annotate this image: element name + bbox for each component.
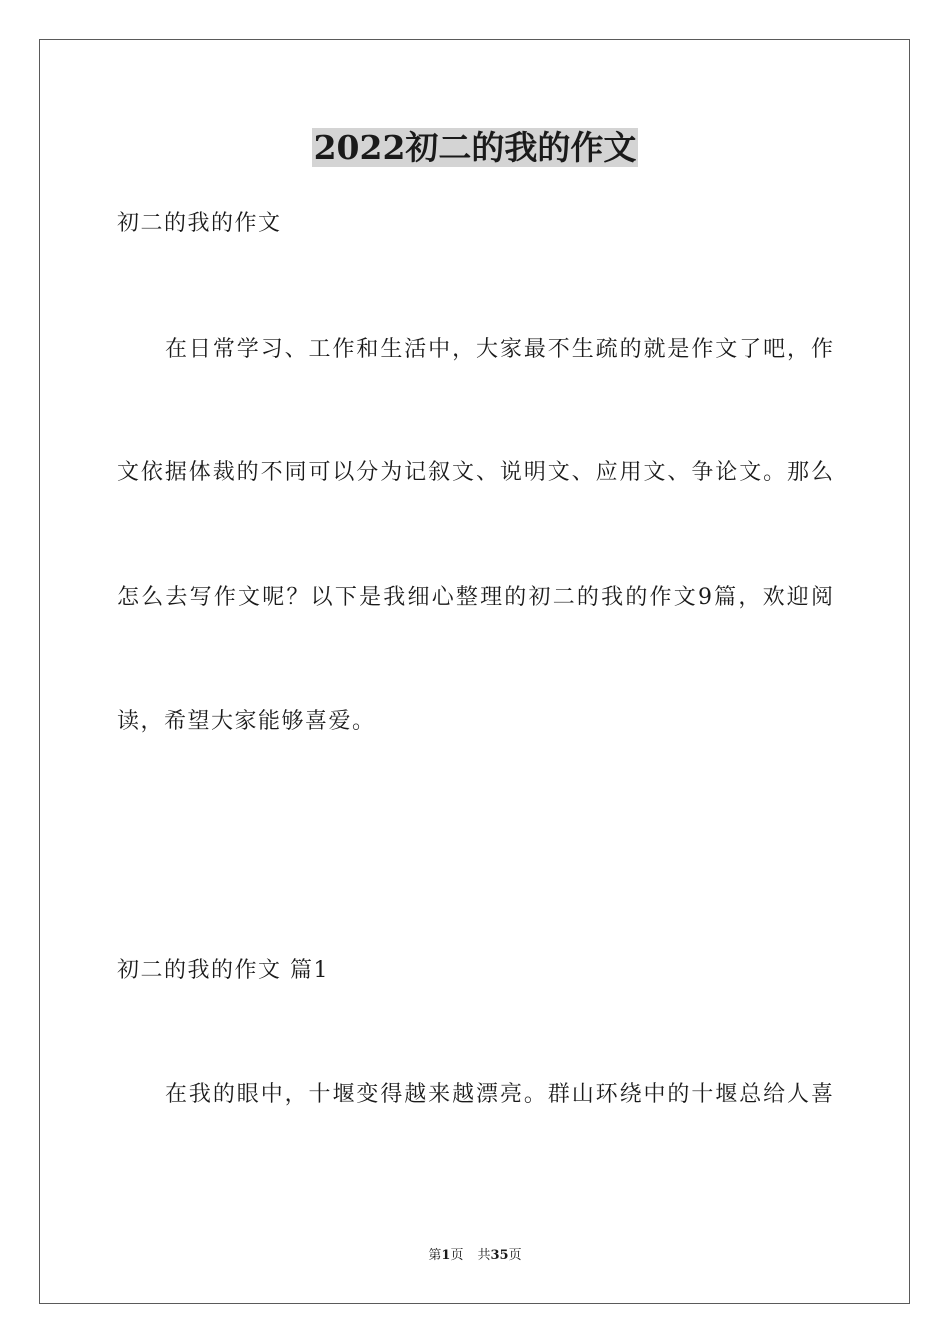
document-title-text: 2022初二的我的作文 [313, 128, 637, 167]
document-title [0, 126, 950, 170]
intro-paragraph-line: 怎么去写作文呢？以下是我细心整理的初二的我的作文9篇，欢迎阅 [117, 585, 833, 610]
section-paragraph-line: 在我的眼中，十堰变得越来越漂亮。群山环绕中的十堰总给人喜 [165, 1082, 833, 1107]
document-subtitle: 初二的我的作文 [117, 211, 282, 236]
intro-paragraph-line: 文依据体裁的不同可以分为记叙文、说明文、应用文、争论文。那么 [117, 460, 833, 485]
page-footer [0, 1247, 950, 1265]
footer-page-prefix: 第 [428, 1248, 442, 1263]
footer-page-number: 1 [441, 1248, 451, 1263]
intro-paragraph-line: 在日常学习、工作和生活中，大家最不生疏的就是作文了吧，作 [165, 337, 833, 362]
intro-paragraph-line: 读，希望大家能够喜爱。 [117, 709, 376, 734]
footer-total-pages: 35 [490, 1248, 509, 1263]
footer-total-suffix: 页 [508, 1248, 522, 1263]
section-heading: 初二的我的作文 篇1 [117, 958, 329, 983]
footer-total-prefix: 共 [477, 1248, 491, 1263]
footer-page-suffix: 页 [450, 1248, 464, 1263]
